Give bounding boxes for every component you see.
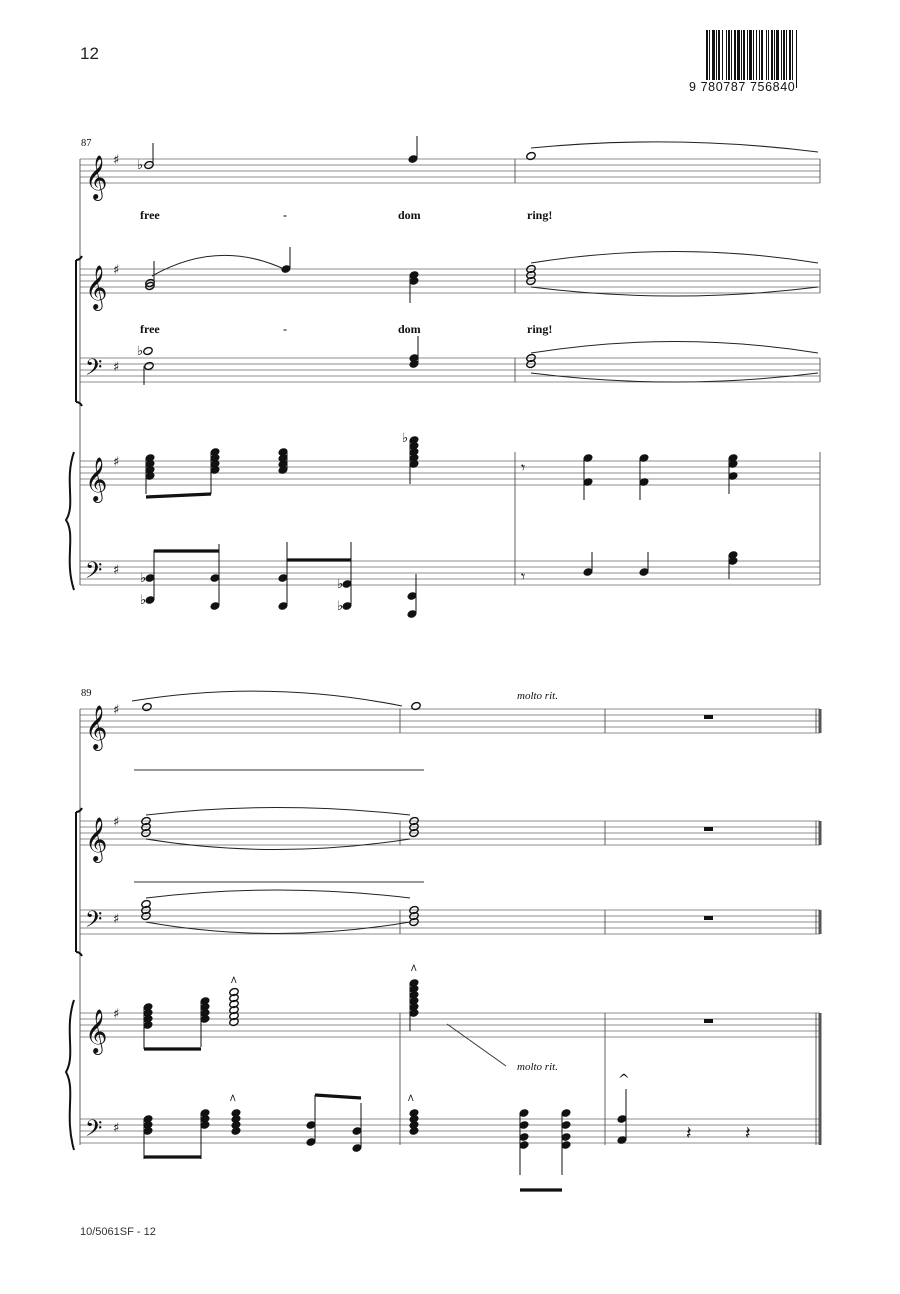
notehead — [142, 702, 153, 711]
lyric-syllable: dom — [398, 208, 421, 222]
tie — [146, 808, 410, 816]
flat-accidental: ♭ — [140, 571, 147, 586]
tie — [146, 890, 410, 898]
tie — [531, 373, 818, 382]
flat-accidental: ♭ — [137, 344, 144, 359]
sharp-key-signature: ♯ — [113, 563, 120, 578]
sharp-key-signature: ♯ — [113, 815, 120, 830]
lyric-syllable: free — [140, 322, 160, 336]
sharp-key-signature: ♯ — [113, 263, 120, 278]
lyric-syllable: - — [283, 322, 287, 336]
beam — [315, 1095, 361, 1098]
flat-accidental: ♭ — [402, 431, 409, 446]
beam — [146, 494, 211, 497]
bass-clef-icon: 𝄢 — [85, 907, 103, 938]
sharp-key-signature: ♯ — [113, 360, 120, 375]
notehead — [144, 361, 155, 370]
eighth-rest: 𝄾 — [521, 458, 526, 477]
sharp-key-signature: ♯ — [113, 1007, 120, 1022]
bass-clef-icon: 𝄢 — [85, 355, 103, 386]
sharp-key-signature: ♯ — [113, 912, 120, 927]
bass-clef-icon: 𝄢 — [85, 558, 103, 589]
flat-accidental: ♭ — [140, 593, 147, 608]
treble-clef-icon: 𝄞 — [85, 155, 108, 199]
page-number: 12 — [80, 44, 99, 63]
whole-rest — [704, 1019, 713, 1023]
lyric-syllable: - — [283, 208, 287, 222]
accent-mark: > — [228, 1093, 239, 1102]
piano-brace — [66, 452, 74, 590]
flat-accidental: ♭ — [337, 599, 344, 614]
lyric-syllable: ring! — [527, 208, 553, 222]
sharp-key-signature: ♯ — [113, 1121, 120, 1136]
measure-number: 89 — [81, 688, 92, 699]
quarter-rest: 𝄽 — [686, 1123, 692, 1144]
slur — [531, 142, 818, 152]
treble-clef-icon: 𝄞 — [85, 705, 108, 749]
catalog-footer: 10/5061SF - 12 — [80, 1226, 156, 1238]
whole-rest — [704, 715, 713, 719]
quarter-rest: 𝄽 — [745, 1123, 751, 1144]
sharp-key-signature: ♯ — [113, 455, 120, 470]
treble-clef-icon: 𝄞 — [85, 1009, 108, 1053]
flat-accidental: ♭ — [337, 577, 344, 592]
accent-mark: > — [229, 975, 240, 984]
bass-clef-icon: 𝄢 — [85, 1116, 103, 1147]
measure-number: 87 — [81, 138, 92, 149]
lyric-syllable: free — [140, 208, 160, 222]
marcato-mark: ^ — [618, 1072, 630, 1088]
accent-mark: > — [406, 1093, 417, 1102]
piano-brace — [66, 1000, 74, 1150]
tempo-marking: molto rit. — [517, 690, 558, 702]
tie — [531, 287, 818, 296]
treble-clef-icon: 𝄞 — [85, 817, 108, 861]
tie — [531, 252, 818, 264]
eighth-rest: 𝄾 — [521, 567, 526, 586]
accent-mark: > — [409, 963, 420, 972]
lyric-syllable: ring! — [527, 322, 553, 336]
slur — [132, 691, 402, 706]
isbn-number: 9 780787 756840 — [689, 80, 796, 94]
whole-rest — [704, 827, 713, 831]
tie — [146, 839, 410, 850]
flat-accidental: ♭ — [137, 158, 144, 173]
notehead — [143, 346, 154, 355]
choir-bracket — [76, 256, 82, 406]
tie — [531, 342, 818, 354]
treble-clef-icon: 𝄞 — [85, 457, 108, 501]
slur — [152, 255, 286, 276]
sharp-key-signature: ♯ — [113, 153, 120, 168]
treble-clef-icon: 𝄞 — [85, 265, 108, 309]
tempo-marking: molto rit. — [517, 1061, 558, 1073]
tempo-line — [447, 1024, 506, 1066]
whole-rest — [704, 916, 713, 920]
sharp-key-signature: ♯ — [113, 703, 120, 718]
lyric-syllable: dom — [398, 322, 421, 336]
